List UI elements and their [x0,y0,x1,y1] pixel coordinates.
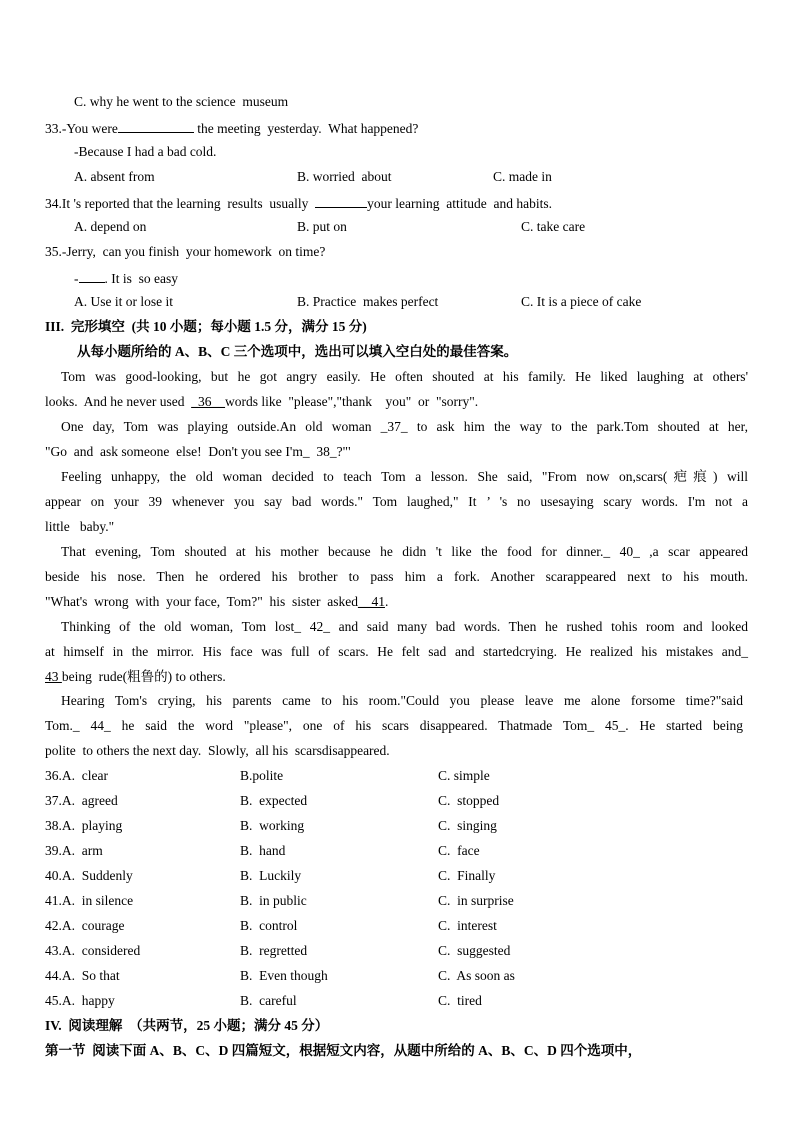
q34-stem-suffix: your learning attitude and habits. [367,196,552,211]
option-b: B. working [240,818,305,833]
option-c: C. singing [438,818,497,833]
passage-p2-line2: "Go and ask someone else! Don't you see I'm_ 38_?"' [45,444,351,459]
passage-p5-line2: at himself in the mirror. His face was full of scars. He felt sad and startedcrying. He realized his mistakes and_ [45,644,748,659]
q35-reply-prefix: - [74,271,79,286]
option-c: C. suggested [438,943,511,958]
option-b: B. Even though [240,968,328,983]
option-b: B.polite [240,768,284,783]
passage-p6-line1: Hearing Tom's crying, his parents came to his room."Could you please leave me alone forsome time?"said [61,693,743,708]
option-a: 45.A. happy [45,993,115,1008]
passage-p5-line3-b: being rude(粗鲁的) to others. [61,669,226,684]
q34-option-a: A. depend on [74,219,147,234]
q35-reply-suffix: . It is so easy [104,271,178,286]
option-c: C. As soon as [438,968,515,983]
passage-p3-line1: Feeling unhappy, the old woman decided to teach Tom a lesson. She said, "From now on,scars(疤痕) will [61,469,748,484]
option-b: B. Luckily [240,868,302,883]
option-c: C. face [438,843,480,858]
passage-p4-line3 [45,593,794,611]
option-c: C. in surprise [438,893,514,908]
q33-stem [45,118,794,138]
blank-36: _36__ [191,394,225,409]
q34-answer-blank [315,193,367,208]
option-b: B. regretted [240,943,308,958]
passage-p4-line3-a: "What's wrong with your face, Tom?" his sister asked [45,594,358,609]
q33-option-b: B. worried about [297,169,392,184]
section3-heading: III. 完形填空 (共 10 小题；每小题 1.5 分，满分 15 分) [45,319,367,334]
q35-option-a: A. Use it or lose it [74,294,173,309]
option-b: B. hand [240,843,286,858]
passage-p3-line2: appear on your 39 whenever you say bad words." Tom laughed," It ’ 's no usesaying scary words. I'm not a [45,494,748,509]
passage-p4-line1: That evening, Tom shouted at his mother because he didn 't like the food for dinner._ 40_ ,a scar appeared [61,544,748,559]
option-b: B. expected [240,793,308,808]
q33-option-a: A. absent from [74,169,155,184]
option-a: 43.A. considered [45,943,141,958]
q33-option-c: C. made in [493,169,552,184]
passage-p5-line1: Thinking of the old woman, Tom lost_ 42_ and said many bad words. Then he rushed tohis room and looked [61,619,748,634]
option-a: 40.A. Suddenly [45,868,133,883]
option-a: 41.A. in silence [45,893,134,908]
passage-p1-line2-b: words like "please","thank you" or "sorry". [224,394,479,409]
option-c: C. interest [438,918,497,933]
option-c: C. Finally [438,868,496,883]
q33-answer-blank [118,118,194,133]
option-a: 37.A. agreed [45,793,118,808]
q34-stem [45,193,794,213]
q32-option-c: C. why he went to the science museum [74,94,289,109]
passage-p6-line2: Tom._ 44_ he said the word "please", one of his scars disappeared. Thatmade Tom_ 45_. He started being [45,718,743,733]
section4-subsection1: 第一节 阅读下面 A、B、C、D 四篇短文，根据短文内容，从题中所给的 A、B、C、D 四个选项中， [45,1043,642,1058]
passage-p6-line3: polite to others the next day. Slowly, all his scarsdisappeared. [45,743,390,758]
q33-stem-prefix: 33.-You were [45,121,118,136]
option-a: 42.A. courage [45,918,125,933]
option-b: B. control [240,918,298,933]
q33-reply: -Because I had a bad cold. [74,144,217,159]
q34-stem-prefix: 34.It 's reported that the learning results usually [45,196,316,211]
passage-p3-line3: little baby." [45,519,115,534]
q35-stem: 35.-Jerry, can you finish your homework on time? [45,244,326,259]
blank-41: __41 [357,594,385,609]
q34-option-b: B. put on [297,219,347,234]
q33-stem-suffix: the meeting yesterday. What happened? [193,121,419,136]
q35-reply [74,268,794,288]
option-b: B. in public [240,893,307,908]
q35-answer-blank [79,268,105,283]
passage-p1-line2 [45,393,794,411]
passage-p4-line2: beside his nose. Then he ordered his brother to pass him a fork. Another scarappeared next to his mouth. [45,569,748,584]
option-a: 38.A. playing [45,818,123,833]
option-c: C. tired [438,993,482,1008]
passage-p1-line1: Tom was good-looking, but he got angry easily. He often shouted at his family. He liked laughing at others' [61,369,748,384]
option-c: C. simple [438,768,490,783]
option-a: 36.A. clear [45,768,108,783]
section4-heading: IV. 阅读理解 （共两节，25 小题；满分 45 分） [45,1018,329,1033]
passage-p5-line3 [45,668,794,686]
option-a: 39.A. arm [45,843,103,858]
q34-option-c: C. take care [521,219,586,234]
blank-43: 43 [45,669,62,684]
q35-option-c: C. It is a piece of cake [521,294,642,309]
passage-p2-line1: One day, Tom was playing outside.An old woman _37_ to ask him the way to the park.Tom shouted at her, [61,419,748,434]
passage-p1-line2-a: looks. And he never used [45,394,192,409]
q35-option-b: B. Practice makes perfect [297,294,439,309]
option-c: C. stopped [438,793,500,808]
section3-instruction: 从每小题所给的 A、B、C 三个选项中，选出可以填入空白处的最佳答案。 [77,344,518,359]
option-a: 44.A. So that [45,968,120,983]
option-b: B. careful [240,993,297,1008]
passage-p4-line3-b: . [384,594,389,609]
